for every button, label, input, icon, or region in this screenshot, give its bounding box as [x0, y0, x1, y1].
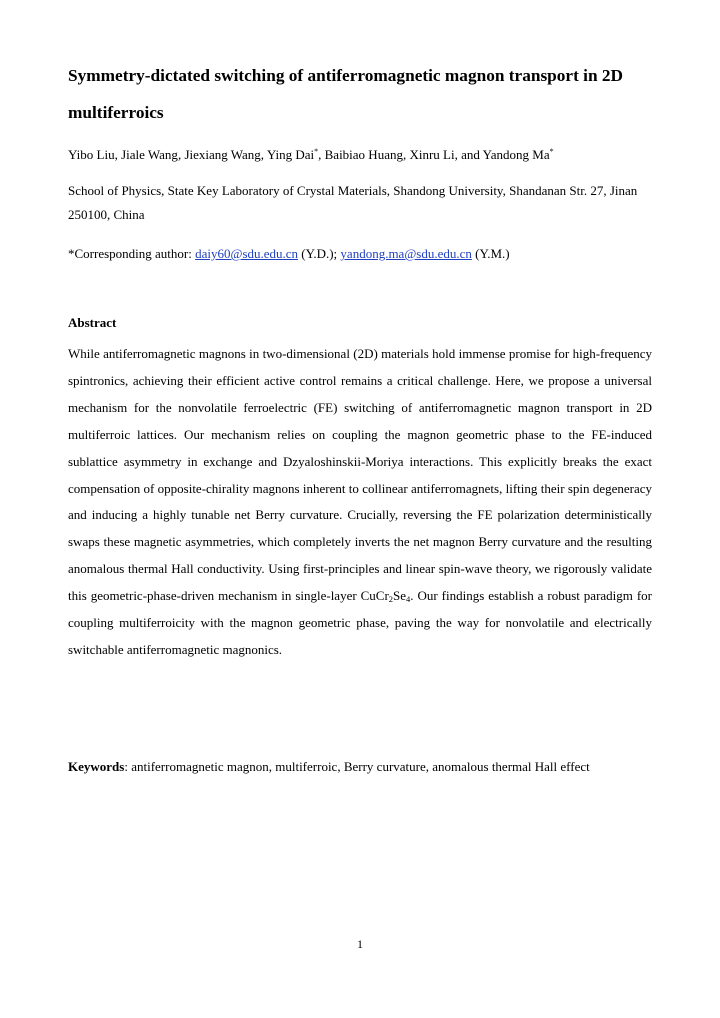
author: Yibo Liu	[68, 147, 115, 162]
formula-text: Se	[393, 588, 407, 604]
corresponding-mark: *	[549, 147, 554, 156]
keywords	[68, 758, 652, 776]
author: Jiexiang Wang	[184, 147, 261, 162]
corresponding-prefix: *Corresponding author:	[68, 246, 196, 261]
author: Baibiao Huang	[324, 147, 403, 162]
corresponding-tag: (Y.D.);	[298, 246, 341, 261]
author: Xinru Li	[409, 147, 455, 162]
author: Jiale Wang	[121, 147, 178, 162]
keywords-list: : antiferromagnetic magnon, multiferroic, Berry curvature, anomalous thermal Hall effect	[124, 759, 590, 774]
keywords-label: Keywords	[68, 759, 125, 774]
author-list: Yibo Liu, Jiale Wang, Jiexiang Wang, Ying Dai*, Baibiao Huang, Xinru Li, and Yandong Ma*	[68, 147, 554, 162]
author: Yandong Ma	[482, 147, 550, 162]
abstract-heading: Abstract	[68, 315, 117, 330]
paper-title: Symmetry-dictated switching of antiferromagnetic magnon transport in 2D multiferroics	[68, 66, 624, 122]
abstract-text: While antiferromagnetic magnons in two-dimensional (2D) materials hold immense promise for high-frequency spintronics, achieving their efficient active control remains a critical challenge. Here, we propose a universal mechanism for the nonvolatile ferroelectric (FE) switching of antiferromagnetic magnon transport in 2D multiferroic lattices. Our mechanism relies on coupling the magnon geometric phase to the FE-induced sublattice asymmetry in exchange and Dzyaloshinskii-Moriya interactions. This explicitly breaks the exact compensation of opposite-chirality magnons inherent to collinear antiferromagnets, lifting their spin degeneracy and inducing a highly tunable net Berry curvature. Crucially, reversing the FE polarization deterministically swaps these magnetic asymmetries, which completely inverts the net magnon Berry curvature and the resulting anomalous thermal Hall conductivity. Using first-principles and linear spin-wave theory, we rigorously validate this geometric-phase-driven mechanism in single-layer CuCr	[68, 346, 652, 604]
corresponding-mark: *	[314, 147, 319, 156]
author: Ying Dai	[266, 147, 315, 162]
abstract-text: . Our findings establish a robust paradigm for coupling multiferroicity with the magnon geometric phase, paving the way for nonvolatile and electrically switchable antiferromagnetic magnonics.	[68, 588, 652, 657]
corresponding-author	[68, 245, 652, 263]
abstract-body	[68, 341, 652, 664]
page-number: 1	[357, 937, 363, 951]
email-link-dai[interactable]: daiy60@sdu.edu.cn	[195, 246, 299, 261]
affiliation: School of Physics, State Key Laboratory of Crystal Materials, Shandong University, Shandanan Str. 27, Jinan 250100, China	[68, 183, 638, 222]
corresponding-tag: (Y.M.)	[471, 246, 510, 261]
subscript: 2	[388, 594, 394, 605]
subscript: 4	[406, 594, 411, 605]
email-link-ma[interactable]: yandong.ma@sdu.edu.cn	[340, 246, 472, 261]
